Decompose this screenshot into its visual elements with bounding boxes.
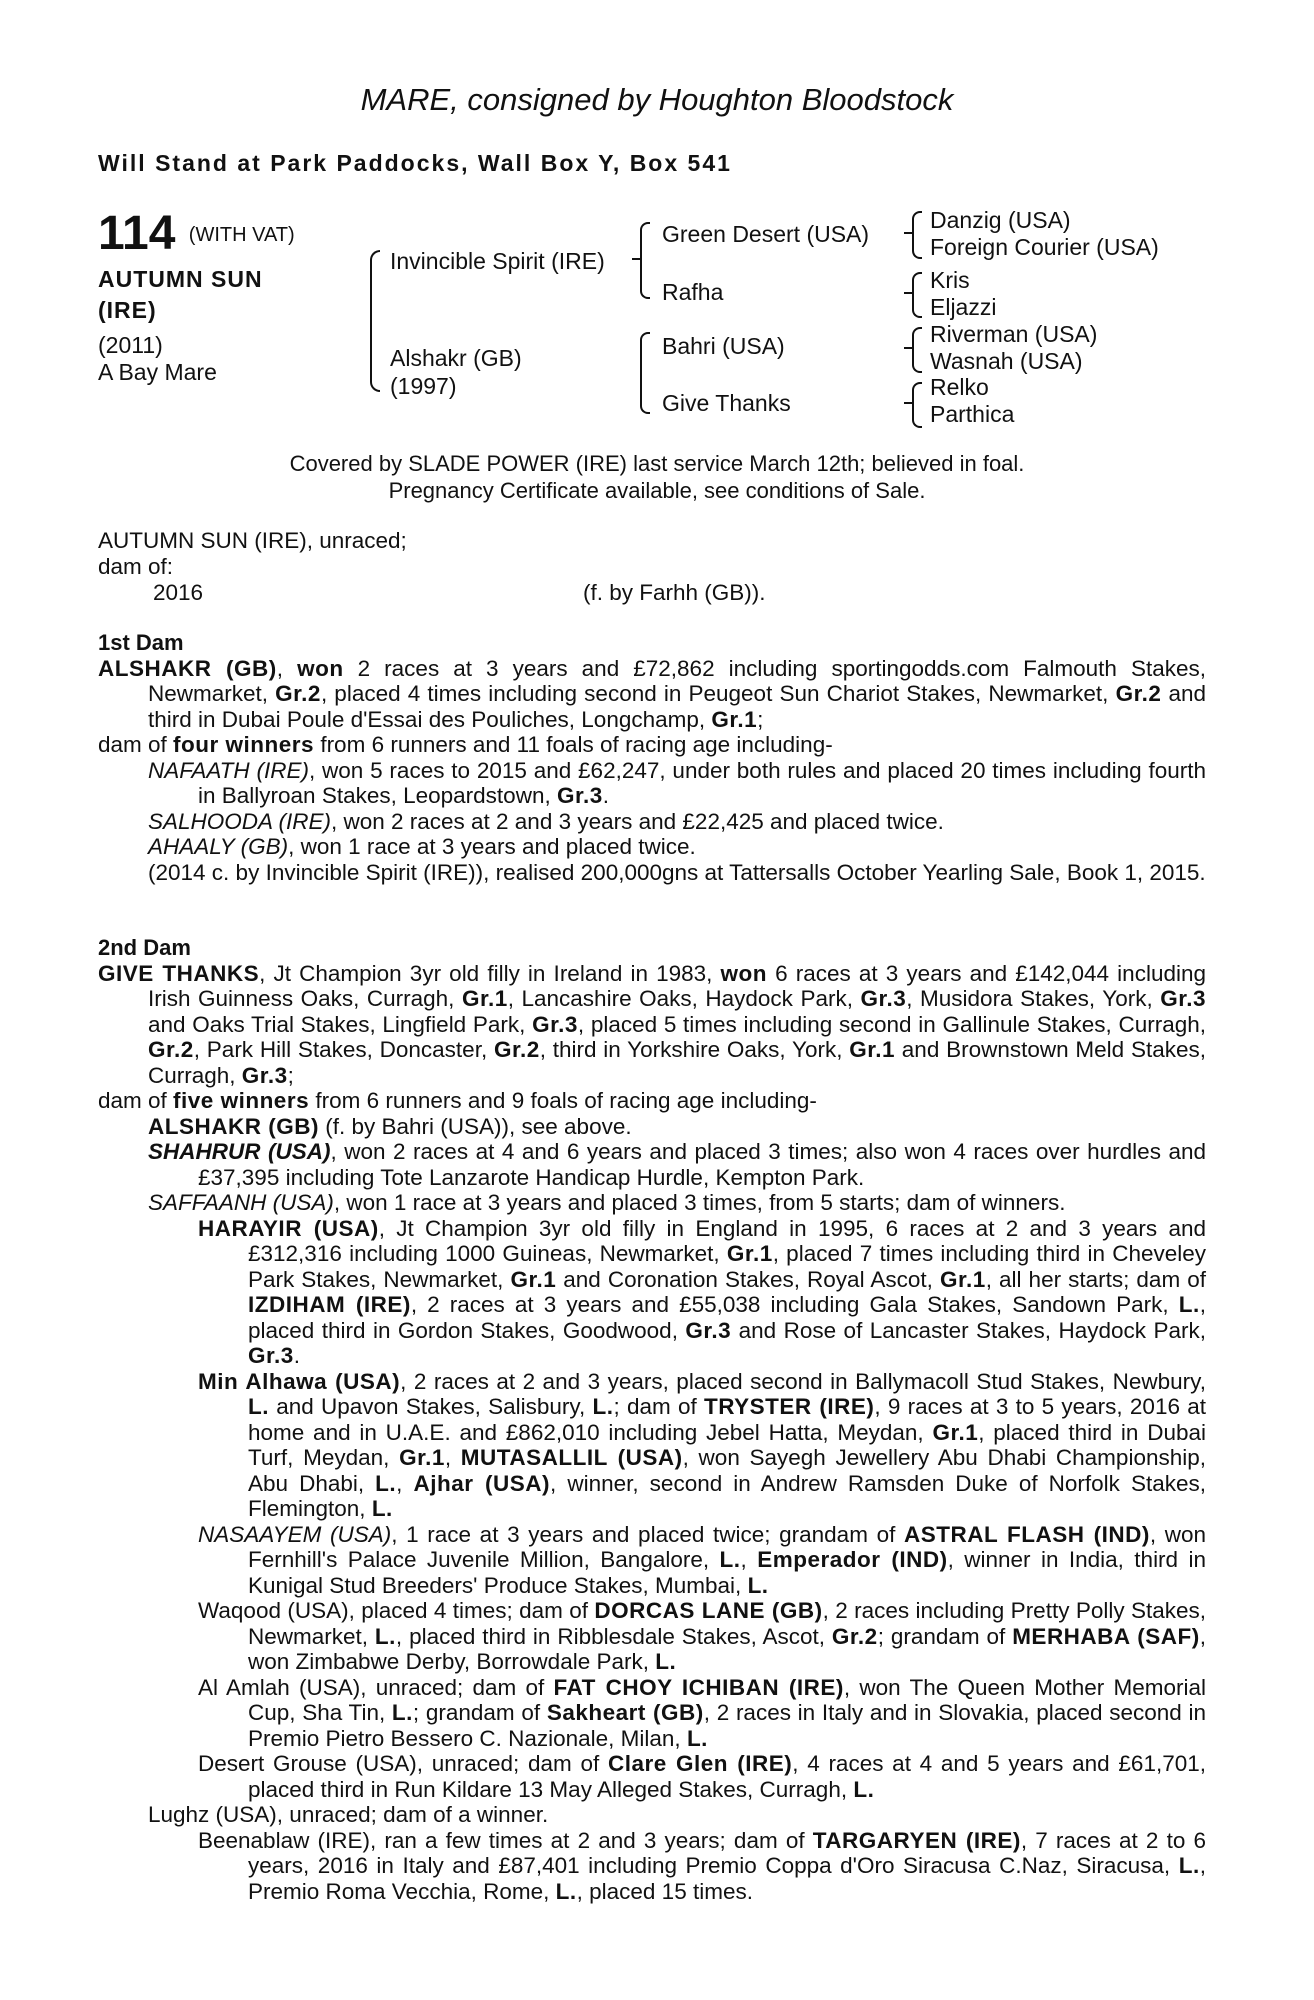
third-gen-al-amlah: Al Amlah (USA), unraced; dam of FAT CHOY ICHIBAN (IRE), won The Queen Mother Memorial Cup, Sha Tin, L.; grandam of Sakheart (GB), 2 races in Italy and in Slovakia, placed second in Premio Pietro Bessero C. Nazionale, Milan, L. xyxy=(198,1674,1207,1751)
first-dam-foal-ahaaly: AHAALY (GB), won 1 race at 3 years and placed twice. xyxy=(148,834,696,859)
second-dam-produce-summary: dam of five winners from 6 runners and 9 foals of racing age including- xyxy=(98,1088,817,1113)
pedigree-brace-gen3d-mid xyxy=(904,402,912,404)
first-dam-heading: 1st Dam xyxy=(98,630,184,655)
third-gen-waqood: Waqood (USA), placed 4 times; dam of DORCAS LANE (GB), 2 races including Pretty Polly Stakes, Newmarket, L., placed third in Ribblesdale Stakes, Ascot, Gr.2; grandam of MERHABA (SAF), won Zimbabwe Derby, Borrowdale Park, L. xyxy=(198,1598,1206,1674)
pedigree-brace-gen3b-mid xyxy=(904,292,912,294)
horse-info xyxy=(98,332,217,386)
pedigree-gen3-4: Eljazzi xyxy=(930,294,997,320)
pedigree-brace-gen3c-mid xyxy=(904,347,912,349)
pedigree-brace-gen2a-mid xyxy=(632,258,640,260)
pedigree-sire: Invincible Spirit (IRE) xyxy=(390,248,605,274)
horse-year: (2011) xyxy=(98,332,163,358)
pedigree-dam-dam: Give Thanks xyxy=(662,390,791,416)
pedigree-gen3-7: Relko xyxy=(930,374,989,400)
second-dam-foal-saffaanh: SAFFAANH (USA), won 1 race at 3 years and placed 3 times, from 5 starts; dam of winners. xyxy=(148,1190,1066,1215)
covered-line2: Pregnancy Certificate available, see conditions of Sale. xyxy=(388,478,926,503)
pedigree-gen3-8: Parthica xyxy=(930,401,1015,427)
first-dam-produce-summary: dam of four winners from 6 runners and 11 foals of racing age including- xyxy=(98,732,833,757)
lot-number xyxy=(98,208,295,261)
second-dam-record: GIVE THANKS, Jt Champion 3yr old filly in Ireland in 1983, won 6 races at 3 years and £142,044 including Irish Guinness Oaks, Curragh, Gr.1, Lancashire Oaks, Haydock Park, Gr.3, Musidora Stakes, York, Gr.3 and Oaks Trial Stakes, Lingfield Park, Gr.3, placed 5 times including second in Gallinule Stakes, Curragh, Gr.2, Park Hill Stakes, Doncaster, Gr.2, third in Yorkshire Oaks, York, Gr.1 and Brownstown Meld Stakes, Curragh, Gr.3; xyxy=(98,960,1206,1088)
horse-name xyxy=(98,264,263,326)
stand-location: Will Stand at Park Paddocks, Wall Box Y, Box 541 xyxy=(98,150,732,176)
second-dam-foal-alshakr: ALSHAKR (GB) (f. by Bahri (USA)), see above. xyxy=(148,1113,632,1139)
pedigree-gen3-2: Foreign Courier (USA) xyxy=(930,234,1159,260)
pedigree-gen3-3: Kris xyxy=(930,267,970,293)
pedigree-brace-gen3d xyxy=(912,382,922,428)
pedigree-dam: Alshakr (GB) xyxy=(390,345,522,371)
pedigree-brace-gen3a-mid xyxy=(904,232,912,234)
third-gen-harayir: HARAYIR (USA), Jt Champion 3yr old filly in England in 1995, 6 races at 2 and 3 years and £312,316 including 1000 Guineas, Newmarket, Gr.1, placed 7 times including third in Cheveley Park Stakes, Newmarket, Gr.1 and Coronation Stakes, Royal Ascot, Gr.1, all her starts; dam of IZDIHAM (IRE), 2 races at 3 years and £55,038 including Gala Stakes, Sandown Park, L., placed third in Gordon Stakes, Goodwood, Gr.3 and Rose of Lancaster Stakes, Haydock Park, Gr.3. xyxy=(198,1215,1206,1368)
second-dam-heading: 2nd Dam xyxy=(98,935,191,960)
pedigree-gen3-5: Riverman (USA) xyxy=(930,321,1098,347)
pedigree-gen3-6: Wasnah (USA) xyxy=(930,348,1083,374)
pedigree-brace-gen3b xyxy=(912,272,922,318)
pedigree-sire-dam: Rafha xyxy=(662,279,724,305)
horse-name-line1: AUTUMN SUN xyxy=(98,266,263,292)
second-dam-foal-lughz: Lughz (USA), unraced; dam of a winner. xyxy=(148,1802,549,1827)
pedigree-brace-gen2b xyxy=(640,332,650,414)
first-dam-record: ALSHAKR (GB), won 2 races at 3 years and £72,862 including sportingodds.com Falmouth Stakes, Newmarket, Gr.2, placed 4 times including second in Peugeot Sun Chariot Stakes, Newmarket, Gr.2 and third in Dubai Poule d'Essai des Pouliches, Longchamp, Gr.1; xyxy=(98,655,1207,732)
produce-foal: (f. by Farhh (GB)). xyxy=(583,580,766,605)
first-dam-section xyxy=(98,630,1206,885)
produce-line2: dam of: xyxy=(98,554,174,579)
lot-number-value: 114 xyxy=(98,207,176,260)
pedigree-brace-gen3c xyxy=(912,327,922,373)
pedigree-brace-gen3a xyxy=(912,211,922,259)
third-gen-beenablaw: Beenablaw (IRE), ran a few times at 2 and 3 years; dam of TARGARYEN (IRE), 7 races at 2 to 6 years, 2016 in Italy and £87,401 including Premio Coppa d'Oro Siracusa C.Naz, Siracusa, L., Premio Roma Vecchia, Rome, L., placed 15 times. xyxy=(198,1827,1206,1904)
pedigree-dam-sire: Bahri (USA) xyxy=(662,333,785,359)
horse-description: A Bay Mare xyxy=(98,359,217,385)
second-dam-section xyxy=(98,935,1206,1904)
pedigree-sire-sire: Green Desert (USA) xyxy=(662,221,870,247)
pedigree-brace-gen1 xyxy=(370,250,380,392)
third-gen-desert-grouse: Desert Grouse (USA), unraced; dam of Clare Glen (IRE), 4 races at 4 and 5 years and £61,701, placed third in Run Kildare 13 May Alleged Stakes, Curragh, L. xyxy=(198,1751,1206,1802)
third-gen-min-alhawa: Min Alhawa (USA), 2 races at 2 and 3 years, placed second in Ballymacoll Stud Stakes, Newbury, L. and Upavon Stakes, Salisbury, L.; dam of TRYSTER (IRE), 9 races at 3 to 5 years, 2016 at home and in U.A.E. and £862,010 including Jebel Hatta, Meydan, Gr.1, placed third in Dubai Turf, Meydan, Gr.1, MUTASALLIL (USA), won Sayegh Jewellery Abu Dhabi Championship, Abu Dhabi, L., Ajhar (USA), winner, second in Andrew Ramsden Duke of Norfolk Stakes, Flemington, L. xyxy=(198,1368,1207,1521)
pedigree-brace-gen2a xyxy=(640,222,650,299)
horse-name-line2: (IRE) xyxy=(98,297,157,323)
covered-line1: Covered by SLADE POWER (IRE) last service March 12th; believed in foal. xyxy=(289,451,1025,476)
first-dam-foal-2014: (2014 c. by Invincible Spirit (IRE)), realised 200,000gns at Tattersalls October Yearling Sale, Book 1, 2015. xyxy=(148,859,1206,885)
pedigree-dam-year: (1997) xyxy=(390,373,457,399)
page-title: MARE, consigned by Houghton Bloodstock xyxy=(360,82,954,117)
produce-line1: AUTUMN SUN (IRE), unraced; xyxy=(98,528,407,553)
second-dam-foal-shahrur: SHAHRUR (USA), won 2 races at 4 and 6 years and placed 3 times; also won 4 races over hurdles and £37,395 including Tote Lanzarote Handicap Hurdle, Kempton Park. xyxy=(148,1139,1206,1190)
first-dam-foal-salhooda: SALHOODA (IRE), won 2 races at 2 and 3 years and £22,425 and placed twice. xyxy=(148,808,944,834)
first-dam-foal-nafaath: NAFAATH (IRE), won 5 races to 2015 and £62,247, under both rules and placed 20 times including fourth in Ballyroan Stakes, Leopardstown, Gr.3. xyxy=(148,757,1206,808)
vat-label: (WITH VAT) xyxy=(188,224,295,246)
produce-record xyxy=(98,528,407,580)
third-gen-nasaayem: NASAAYEM (USA), 1 race at 3 years and placed twice; grandam of ASTRAL FLASH (IND), won Fernhill's Palace Juvenile Million, Bangalore, L., Emperador (IND), winner in India, third in Kunigal Stud Breeders' Produce Stakes, Mumbai, L. xyxy=(198,1521,1206,1598)
covered-notice xyxy=(0,450,1314,504)
pedigree-gen3-1: Danzig (USA) xyxy=(930,207,1071,233)
produce-year: 2016 xyxy=(153,580,204,605)
